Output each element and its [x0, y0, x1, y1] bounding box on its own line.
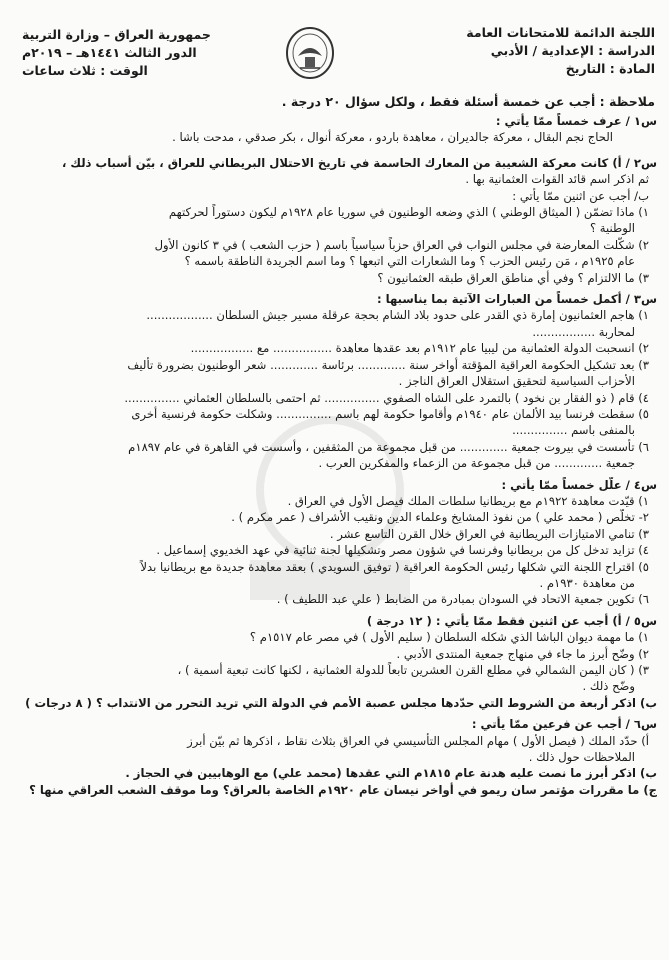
answer-line: ٢) شكّلت المعارضة في مجلس النواب في العراق حزباً سياسياً باسم ( حزب الشعب ) في ٣ كانون الأول — [154, 237, 649, 252]
header-right — [405, 24, 655, 78]
answer-line: ٢) انسحبت الدولة العثمانية من ليبيا عام ١٩١٢م بعد عقدها معاهدة ................ مع ................. — [190, 341, 649, 356]
question-line: ب) اذكر أبرز ما نصت عليه هدنة عام ١٨١٥م التي عقدها (محمد علي) مع الوهابيين في الحجاز . — [125, 766, 657, 781]
answer-line: ١) قيّدت معاهدة ١٩٢٢م مع بريطانيا سلطات الملك فيصل الأول في العراق . — [287, 493, 649, 508]
question-line: س٣ / أكمل خمساً من العبارات الآتية بما يناسبها : — [376, 292, 657, 307]
answer-line: الأحزاب السياسية لتحقيق استقلال العراق الناجز . — [398, 374, 635, 389]
answer-line: لمحاربة ................. — [532, 324, 635, 339]
answer-line: أ) حدّد الملك ( فيصل الأول ) مهام المجلس التأسيسي في العراق بثلاث نقاط ، اذكرها ثم بيّن أبرز — [187, 733, 649, 748]
answer-line: ١) هاجم العثمانيون إمارة ذي القدر على حدود بلاد الشام بحجة عرقلة مسير جيش السلطان .................. — [146, 308, 649, 323]
question-line: س٤ / علّل خمساً ممّا يأتي : — [501, 477, 657, 492]
answer-line: ٢) وضّح أبرز ما جاء في منهاج جمعية المنتدى الأدبي . — [396, 646, 649, 661]
answer-line: وضّح ذلك . — [582, 679, 635, 694]
ministry-emblem-icon — [284, 26, 336, 82]
header-left — [22, 26, 252, 80]
question-line: ج) ما مقررات مؤتمر سان ريمو في أواخر نيسان عام ١٩٢٠م الخاصة بالعراق؟ وما موقف الشعب العراقي منها ؟ — [29, 782, 657, 797]
question-line: س١ / عرف خمساً ممّا يأتي : — [495, 114, 657, 128]
answer-line: ٢- تخلّص ( محمد علي ) من نفوذ المشايخ وعلماء الدين ونقيب الأشراف ( عمر مكرم ) . — [231, 510, 649, 525]
session-line: الدور الثالث ١٤٤١هـ – ٢٠١٩م — [22, 45, 197, 60]
spacer — [12, 146, 657, 155]
answer-line: ٣) ما الالتزام ؟ وفي أي مناطق العراق طبقه العثمانيون ؟ — [377, 270, 649, 285]
question-line: س٦ / أجب عن فرعين ممّا يأتي : — [471, 717, 657, 732]
answer-line: ب/ أجب عن اثنين ممّا يأتي : — [512, 188, 649, 203]
answer-line: ١) ماذا تضمّن ( الميثاق الوطني ) الذي وضعه الوطنيون في سوريا عام ١٩٢٨م ليكون دستوراً لحركتهم — [168, 205, 649, 220]
question-line: س٢ / أ) كانت معركة الشعيبة من المعارك الحاسمة في تاريخ الاحتلال البريطاني للعراق ، بيّن أسباب ذلك ، — [61, 155, 657, 170]
question-line: س٥ / أ) أجب عن اثنين فقط ممّا يأتي : ( ١٢ درجة ) — [366, 613, 657, 628]
answer-line: ثم اذكر اسم قائد القوات العثمانية بها . — [465, 172, 649, 187]
answer-line: ٦) تكوين جمعية الاتحاد في السودان بمبادرة من الضابط ( علي عبد اللطيف ) . — [276, 592, 649, 607]
questions-body — [12, 113, 657, 798]
question-line: ب) اذكر أربعة من الشروط التي حدّدها مجلس عصبة الأمم في الدولة التي تريد التحرر من الانتداب ؟ ( ٨ درجات ) — [25, 695, 657, 710]
answer-line: ٦) تأسست في بيروت جمعية ............. من قبل مجموعة من المثقفين ، وأسست في القاهرة في عام ١٨٩٧م — [128, 439, 649, 454]
answer-line: من معاهدة ١٩٣٠م . — [539, 575, 635, 590]
answer-line: ٥) سقطت فرنسا بيد الألمان عام ١٩٤٠م وأقاموا حكومة لهم باسم ............... وشكلت حكومة فرنسية أخرى — [131, 406, 649, 421]
answer-line: ٥) اقتراح اللجنة التي شكلها رئيس الحكومة العراقية ( توفيق السويدي ) بعقد معاهدة جديدة مع بريطانيا بدلاً — [140, 559, 649, 574]
subject-line: المادة : التاريخ — [565, 61, 655, 76]
answer-line: ٤) قام ( ذو الفقار بن نخود ) بالتمرد على الشاه الصفوي ............... ثم احتمى بالسلطان العثماني ............... — [124, 390, 649, 405]
answer-line: ١) ما مهمة ديوان الباشا الذي شكله السلطان ( سليم الأول ) في مصر عام ١٥١٧م ؟ — [249, 630, 649, 645]
answer-line: ٤) تزايد تدخل كل من بريطانيا وفرنسا في شؤون مصر وتشكيلها لجنة ثنائية في عهد الخديوي إسماعيل . — [156, 543, 649, 558]
committee-line: اللجنة الدائمة للامتحانات العامة — [466, 25, 655, 40]
answer-line: عام ١٩٢٥م ، مَن رئيس الحزب ؟ وما الشعارات التي اتبعها ؟ وما اسم الجريدة الناطقة باسمه ؟ — [184, 254, 635, 269]
time-line: الوقت : ثلاث ساعات — [22, 63, 148, 78]
answer-line: ٣) ( كان اليمن الشمالي في مطلع القرن العشرين تابعاً للدولة العثمانية ، لكنها كانت تبعية أسمية ) ، — [177, 663, 649, 677]
answer-line: الملاحظات حول ذلك . — [528, 750, 635, 765]
answer-line: ٣) تنامي الامتيازات البريطانية في العراق خلال القرن التاسع عشر . — [329, 526, 649, 541]
answer-line: جمعية ............. من قبل مجموعة من الزعماء والمفكرين العرب . — [318, 456, 635, 471]
exam-note: ملاحظة : أجب عن خمسة أسئلة فقط ، ولكل سؤال ٢٠ درجة . — [281, 94, 655, 109]
republic-line: جمهورية العراق – وزارة التربية — [22, 27, 211, 42]
answer-line: الوطنية ؟ — [589, 221, 635, 236]
study-line: الدراسة : الإعدادية / الأدبي — [490, 43, 655, 58]
answer-line: ٣) بعد تشكيل الحكومة العراقية المؤقتة أواخر سنة ............. برئاسة ............. شعر الوطنيون بضرورة تأليف — [127, 357, 649, 372]
answer-line: بالمنفى باسم ............... — [512, 423, 635, 438]
answer-line: الحاج نجم البقال ، معركة جالديران ، معاهدة باردو ، معركة أنوال ، بكر صدقي ، مدحت باشا . — [172, 130, 613, 145]
